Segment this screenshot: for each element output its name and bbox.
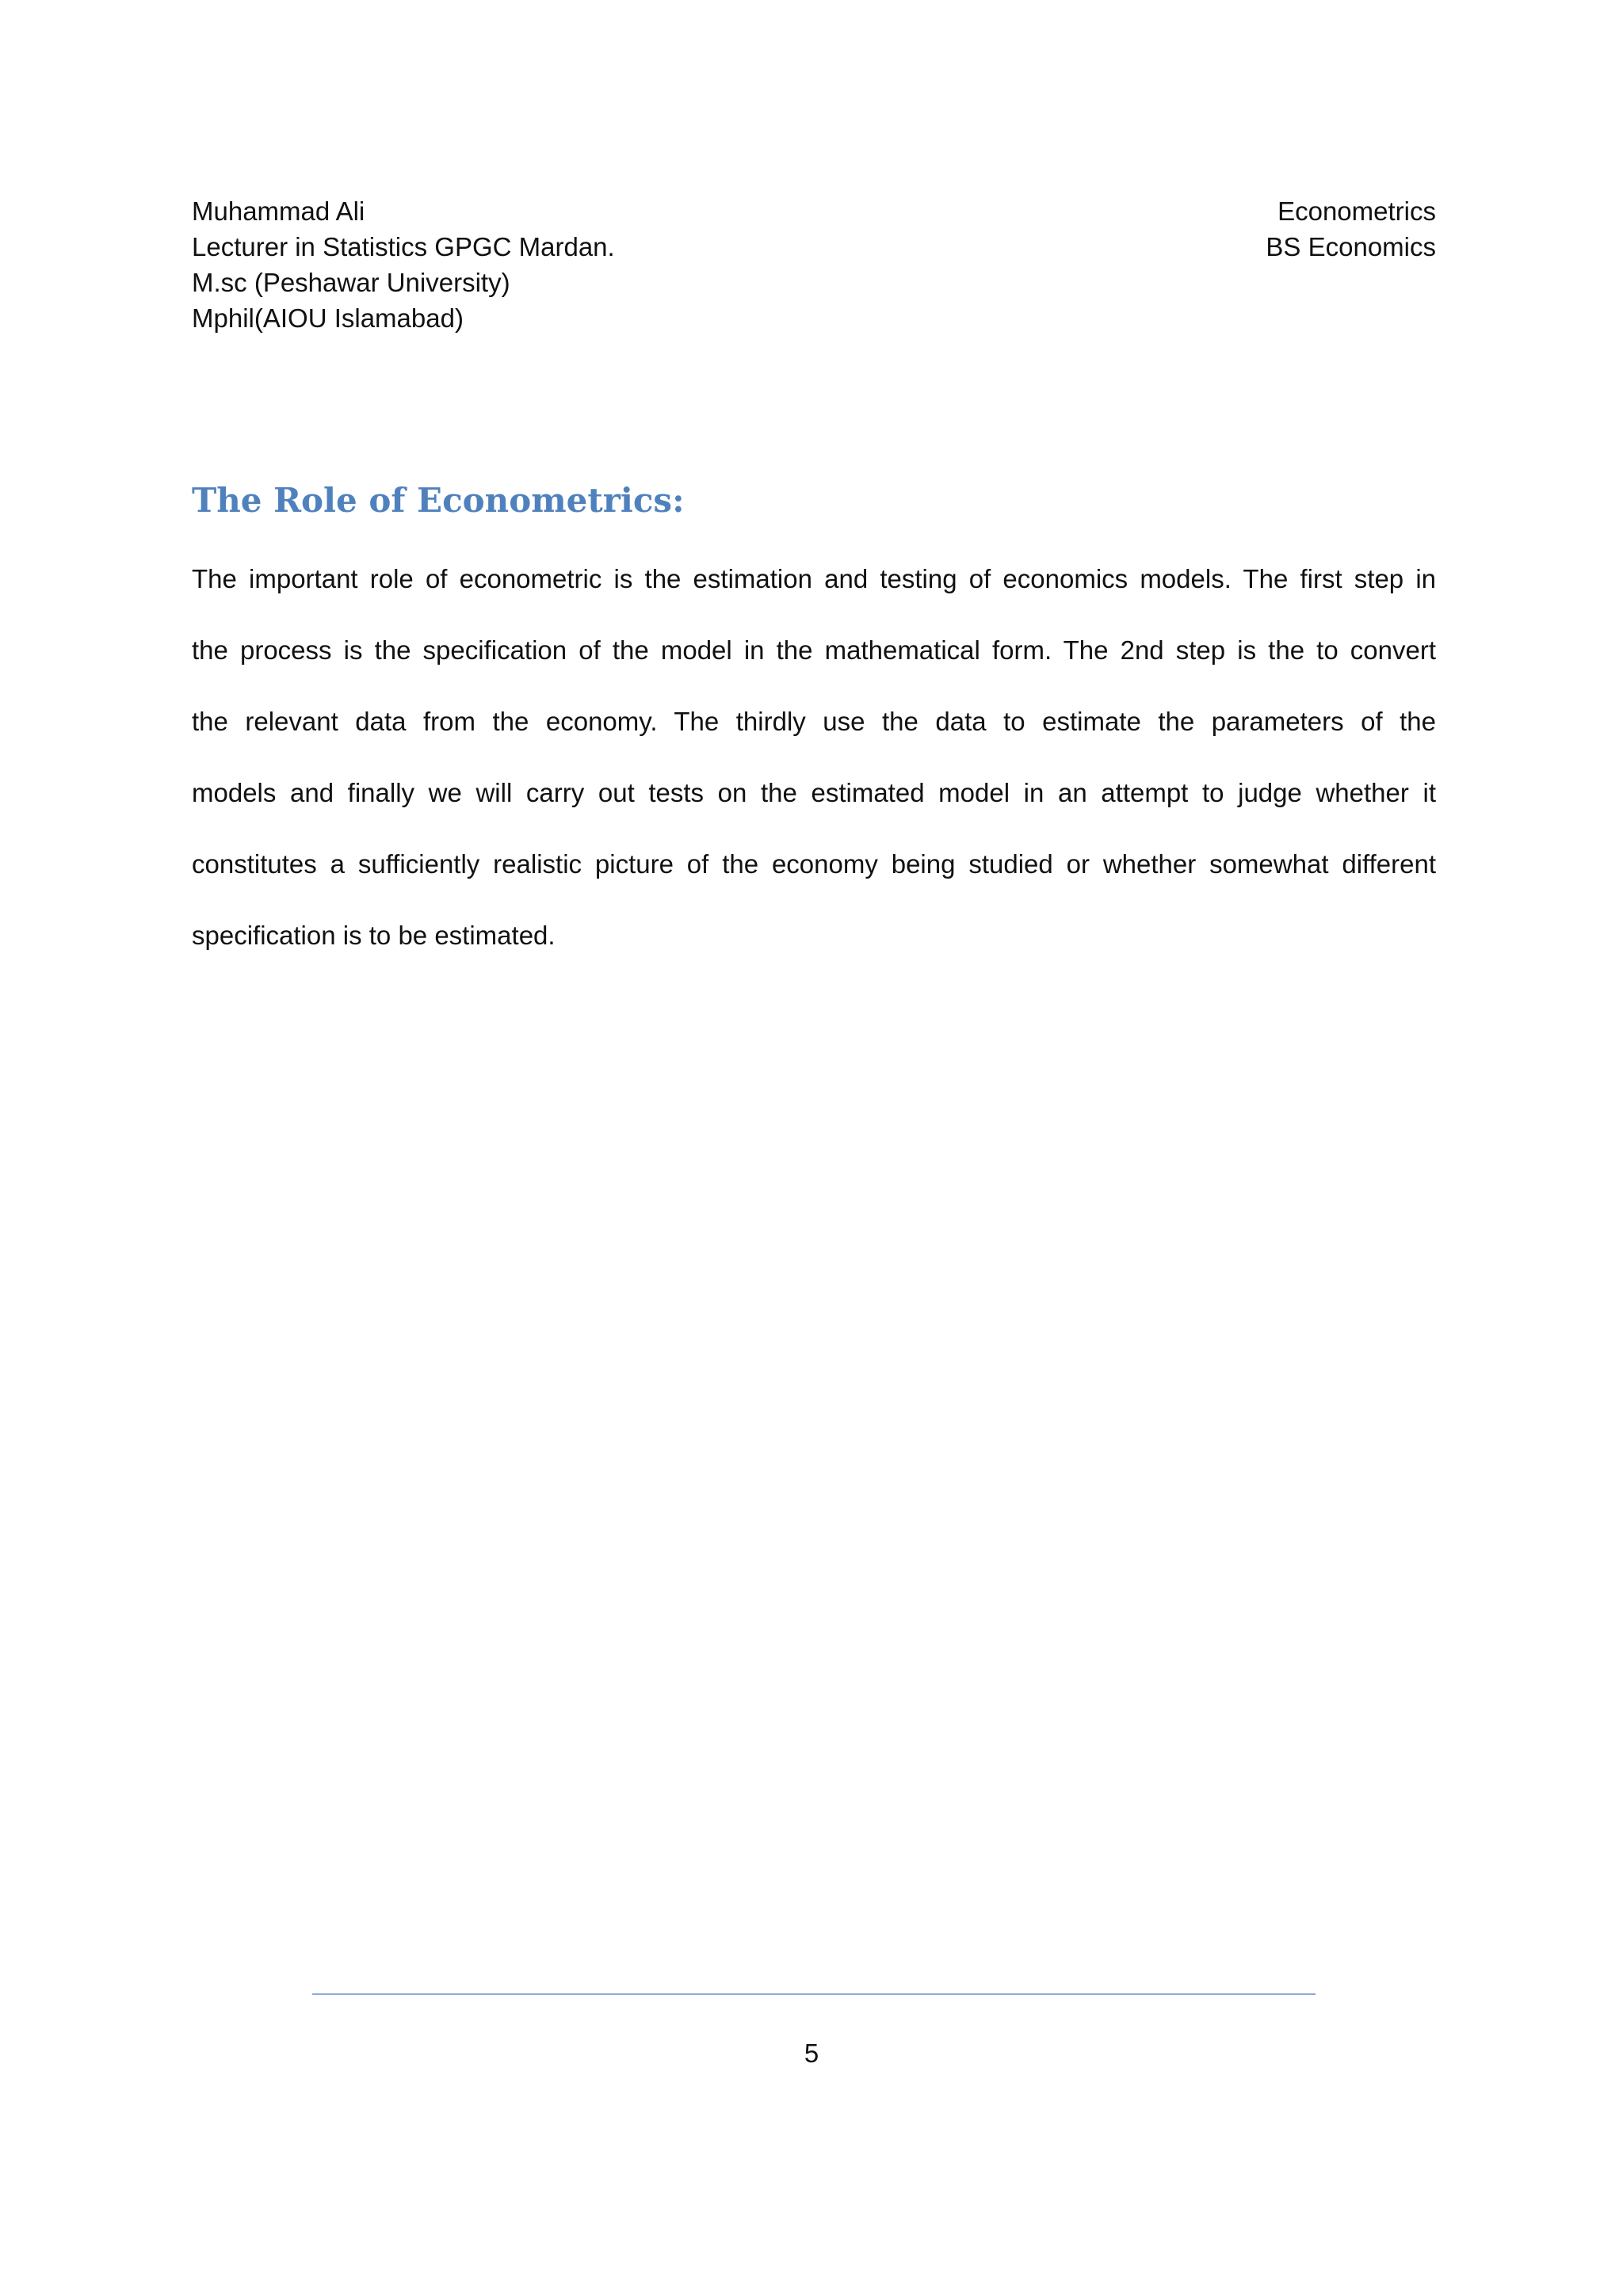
course-program: BS Economics — [1266, 232, 1436, 261]
footer-divider — [312, 1993, 1316, 1995]
course-block — [1266, 193, 1436, 265]
paragraph-line: the relevant data from the economy. The thirdly use the data to estimate the parameters of the — [192, 707, 1436, 736]
course-subject: Econometrics — [1277, 196, 1436, 226]
paragraph-line: The important role of econometric is the estimation and testing of economics models. The first step in — [192, 564, 1436, 593]
author-degree-mphil: Mphil(AIOU Islamabad) — [192, 303, 464, 333]
section-title: The Role of Econometrics: — [192, 481, 685, 520]
author-name: Muhammad Ali — [192, 196, 365, 226]
author-block — [192, 193, 615, 336]
paragraph-line: specification is to be estimated. — [192, 921, 556, 950]
paragraph-line: models and finally we will carry out tests on the estimated model in an attempt to judge whether it — [192, 778, 1436, 807]
paragraph-line: the process is the specification of the model in the mathematical form. The 2nd step is the to convert — [192, 635, 1436, 665]
page-number: 5 — [804, 2039, 819, 2068]
page-header — [192, 193, 1436, 344]
section-paragraph — [192, 555, 1436, 982]
author-degree-msc: M.sc (Peshawar University) — [192, 268, 510, 297]
paragraph-line: constitutes a sufficiently realistic picture of the economy being studied or whether somewhat different — [192, 849, 1436, 879]
author-position: Lecturer in Statistics GPGC Mardan. — [192, 232, 615, 261]
